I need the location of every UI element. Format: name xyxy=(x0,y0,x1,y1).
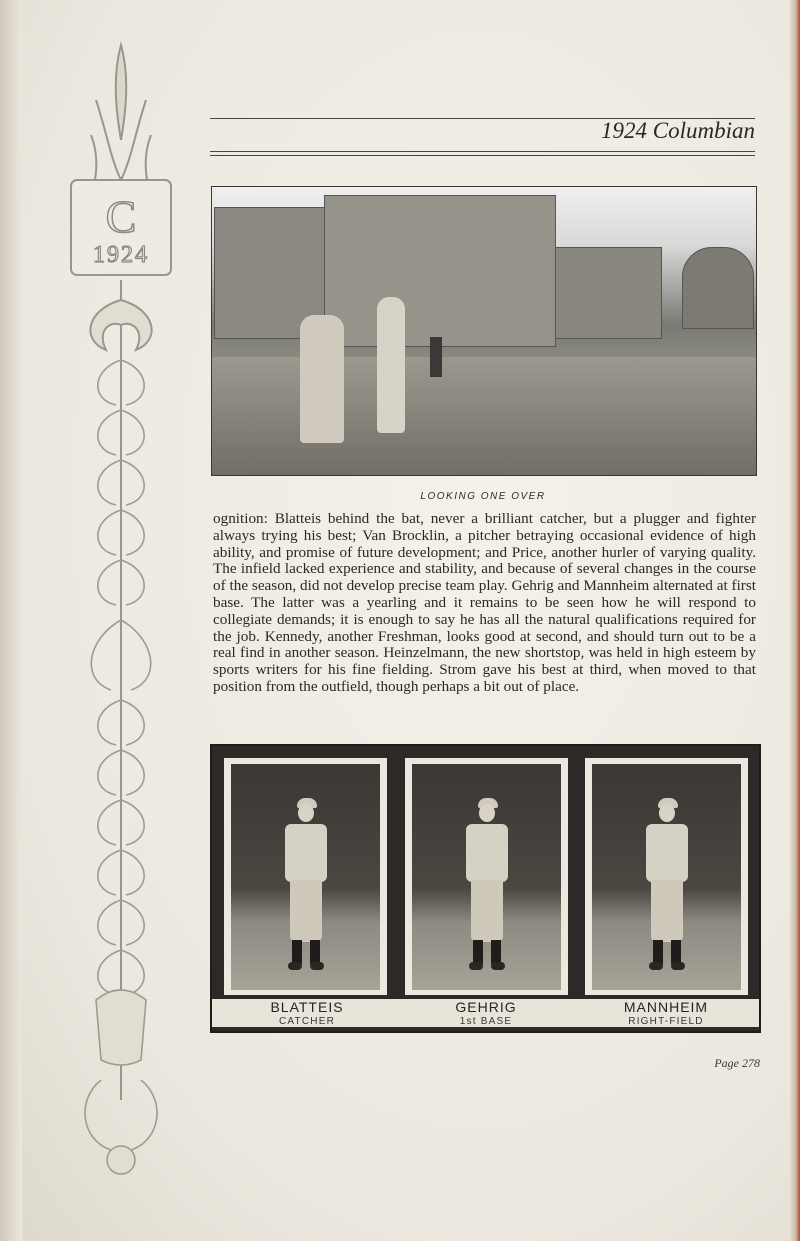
page-title: 1924 Columbian xyxy=(601,118,755,143)
photo-caption: LOOKING ONE OVER xyxy=(420,491,546,502)
player-position: RIGHT-FIELD xyxy=(628,1016,704,1027)
player-position: 1st BASE xyxy=(459,1016,513,1027)
player-figure xyxy=(279,792,333,982)
player-portrait-gehrig xyxy=(405,758,568,995)
decorative-border-ornament xyxy=(66,40,176,1190)
players-photo-panel xyxy=(210,744,761,1033)
player-portrait-mannheim xyxy=(585,758,748,995)
campus-baseball-photo xyxy=(211,186,757,476)
player-name: BLATTEIS xyxy=(270,999,344,1015)
header-rule-bottom xyxy=(210,151,755,152)
header-rule-bottom-2 xyxy=(210,155,755,156)
player-name: MANNHEIM xyxy=(623,999,709,1015)
catcher-figure xyxy=(300,315,344,443)
player-position: CATCHER xyxy=(279,1016,335,1027)
pitcher-figure xyxy=(430,337,442,377)
binding-gutter xyxy=(0,0,22,1241)
article-paragraph: ognition: Blatteis behind the bat, never a brilliant catcher, but a plugger and fighter always trying his best; Van Brocklin, a pitcher betraying occasional evidence of high ability, and promise of future development; and Price, another hurler of varying quality. The infield lacked experience and stability, and because of several changes in the course of the season, did not develop precise team play. Gehrig and Mannheim alternated at first base. The latter was a yearling and it remains to be seen how he will respond to collegiate demands; it is enough to say he has all the natural qualifications required for the job. Kennedy, another Freshman, looks good at second, and should turn out to be a real find in another season. Heinzelmann, the new shortstop, was held in high esteem by sports writers for his fine fielding. Strom gave his best at third, when moved to that position from the outfield, though perhaps a bit out of place. xyxy=(213,510,756,695)
player-name: GEHRIG xyxy=(455,999,517,1015)
page-number: Page 278 xyxy=(714,1056,760,1070)
player-portrait-blatteis xyxy=(224,758,387,995)
player-figure xyxy=(460,792,514,982)
batter-figure xyxy=(377,297,405,433)
player-figure xyxy=(640,792,694,982)
page-edge xyxy=(790,0,800,1241)
svg-text:1924: 1924 xyxy=(93,242,149,268)
svg-text:C: C xyxy=(105,191,137,242)
